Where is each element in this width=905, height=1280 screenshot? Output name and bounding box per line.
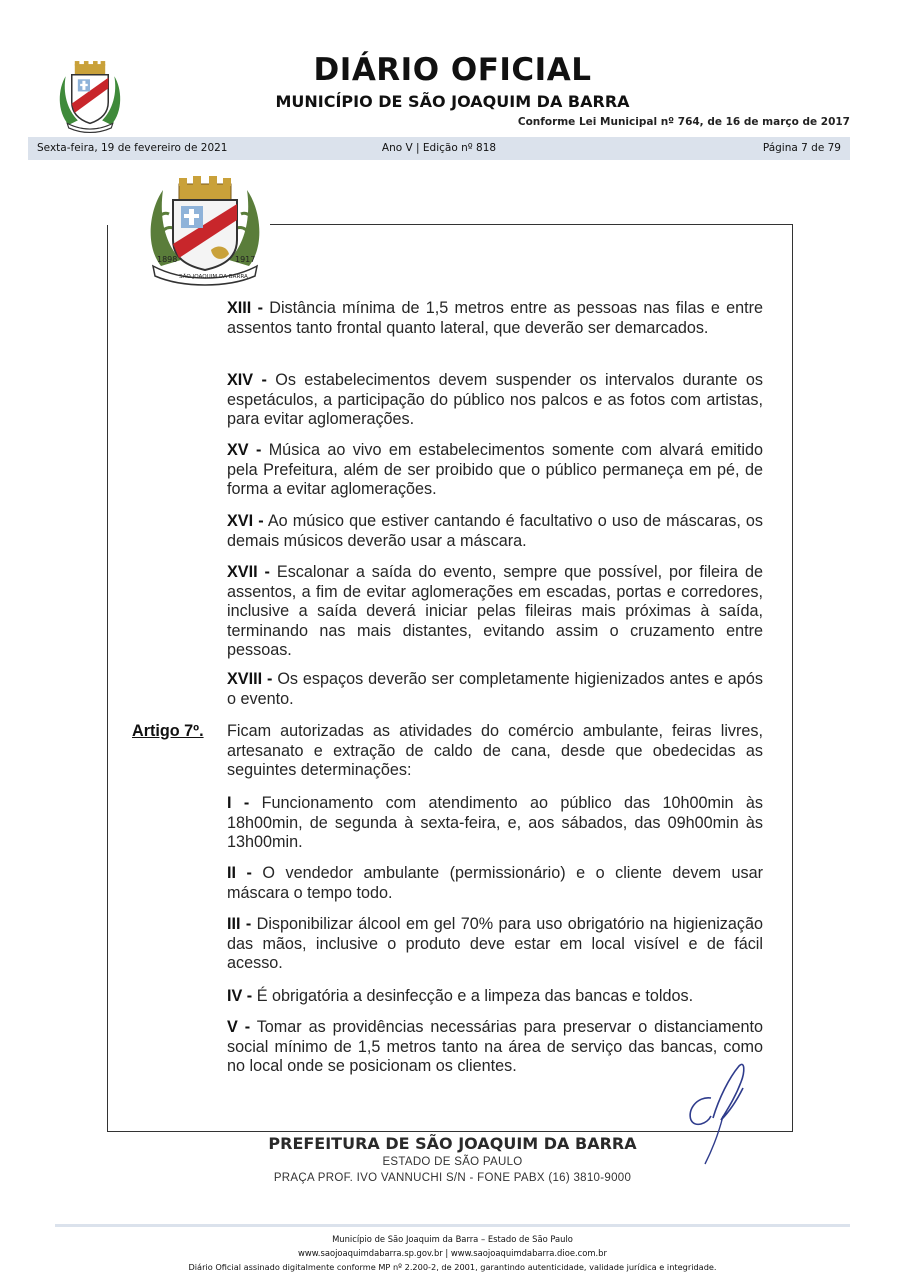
prefeitura-title: PREFEITURA DE SÃO JOAQUIM DA BARRA [268,1134,637,1153]
crest-year-left: 1898 [157,255,178,264]
paragraph-xviii [227,670,763,709]
paragraph-number: XVII - [227,563,270,581]
paragraph-number: IV - [227,987,253,1005]
paragraph-ii [227,864,763,903]
paragraph-text: Os estabelecimentos devem suspender os intervalos durante os espetáculos, a participação do público nos palcos e as fotos com artistas, para evitar aglomerações. [227,371,764,429]
paragraph-number: XIV - [227,371,267,389]
footer-signature-notice: Diário Oficial assinado digitalmente conforme MP nº 2.200-2, de 2001, garantindo autenticidade, validade jurídica e integridade. [188,1262,717,1272]
paragraph-number: XV - [227,441,262,459]
article-7-label: Artigo 7º. [132,722,204,740]
paragraph-xv [227,441,763,500]
paragraph-text: É obrigatória a desinfecção e a limpeza das bancas e toldos. [256,987,694,1005]
paragraph-number: I - [227,794,250,812]
paragraph-xvi [227,512,763,551]
masthead-title: DIÁRIO OFICIAL [313,52,592,88]
paragraph-text: Distância mínima de 1,5 metros entre as pessoas nas filas e entre assentos tanto frontal quanto lateral, que deverão ser demarcados. [227,299,763,337]
masthead-law-reference: Conforme Lei Municipal nº 764, de 16 de março de 2017 [517,116,850,128]
paragraph-text: Escalonar a saída do evento, sempre que possível, por fileira de assentos, a fim de evitar aglomerações em escadas, portas e corredores, inclusive a saída deverá iniciar pelas fileiras mais próximas à saída, terminando nas mais distantes, evitando assim o cruzamento entre pessoas. [227,563,763,660]
article-7-text: Ficam autorizadas as atividades do comércio ambulante, feiras livres, artesanato e extração de caldo de cana, desde que obedecidas as seguintes determinações: [227,722,763,780]
paragraph-text: Música ao vivo em estabelecimentos somente com alvará emitido pela Prefeitura, além de ser proibido que o público permaneça em pé, de forma a evitar aglomerações. [227,441,763,499]
paragraph-text: Funcionamento com atendimento ao público das 10h00min às 18h00min, de segunda à sexta-feira, e, aos sábados, das 09h00min às 13h00min. [227,794,763,852]
page-number: Página 7 de 79 [762,142,841,154]
crest-ribbon-text [143,170,267,288]
paragraph-text: Disponibilizar álcool em gel 70% para uso obrigatório na higienização das mãos, inclusive o produto deve estar em local visível e de fácil acesso. [227,915,763,973]
issue-date: Sexta-feira, 19 de fevereiro de 2021 [37,142,228,154]
masthead-subtitle: MUNICÍPIO DE SÃO JOAQUIM DA BARRA [275,92,630,111]
issue-edition: Ano V | Edição nº 818 [381,142,497,154]
paragraph-text: Os espaços deverão ser completamente higienizados antes e após o evento. [227,670,763,708]
paragraph-number: II - [227,864,252,882]
paragraph-xvii [227,563,763,661]
paragraph-iii [227,915,763,974]
info-bar [28,137,850,160]
footer-municipality: Município de São Joaquim da Barra – Estado de São Paulo [332,1234,573,1244]
paragraph-text: O vendedor ambulante (permissionário) e o cliente devem usar máscara o tempo todo. [227,864,763,902]
footer-websites: www.saojoaquimdabarra.sp.gov.br | www.saojoaquimdabarra.dioe.com.br [298,1248,607,1258]
paragraph-number: XVIII - [227,670,273,688]
paragraph-xiv [227,371,763,430]
paragraph-text: Ao músico que estiver cantando é facultativo o uso de máscaras, os demais músicos deverão usar a máscara. [227,512,764,550]
crest-ribbon-name: SÃO JOAQUIM DA BARRA [179,274,248,280]
paragraph-number: XVI - [227,512,264,530]
paragraph-xiii [227,299,763,338]
paragraph-number: III - [227,915,252,933]
paragraph-number: V - [227,1018,251,1036]
paragraph-number: XIII - [227,299,263,317]
paragraph-i [227,794,763,853]
paragraph-text: Tomar as providências necessárias para preservar o distanciamento social mínimo de 1,5 metros tanto na área de serviço das bancas, como no local onde se posicionam os clientes. [227,1018,763,1076]
footer-divider [55,1224,850,1227]
paragraph-iv [227,987,763,1007]
crest-year-right: 1917 [235,255,256,264]
prefeitura-address: PRAÇA PROF. IVO VANNUCHI S/N - FONE PABX (16) 3810-9000 [273,1172,632,1184]
document-frame-top-border [270,224,793,225]
prefeitura-state: ESTADO DE SÃO PAULO [382,1156,523,1168]
